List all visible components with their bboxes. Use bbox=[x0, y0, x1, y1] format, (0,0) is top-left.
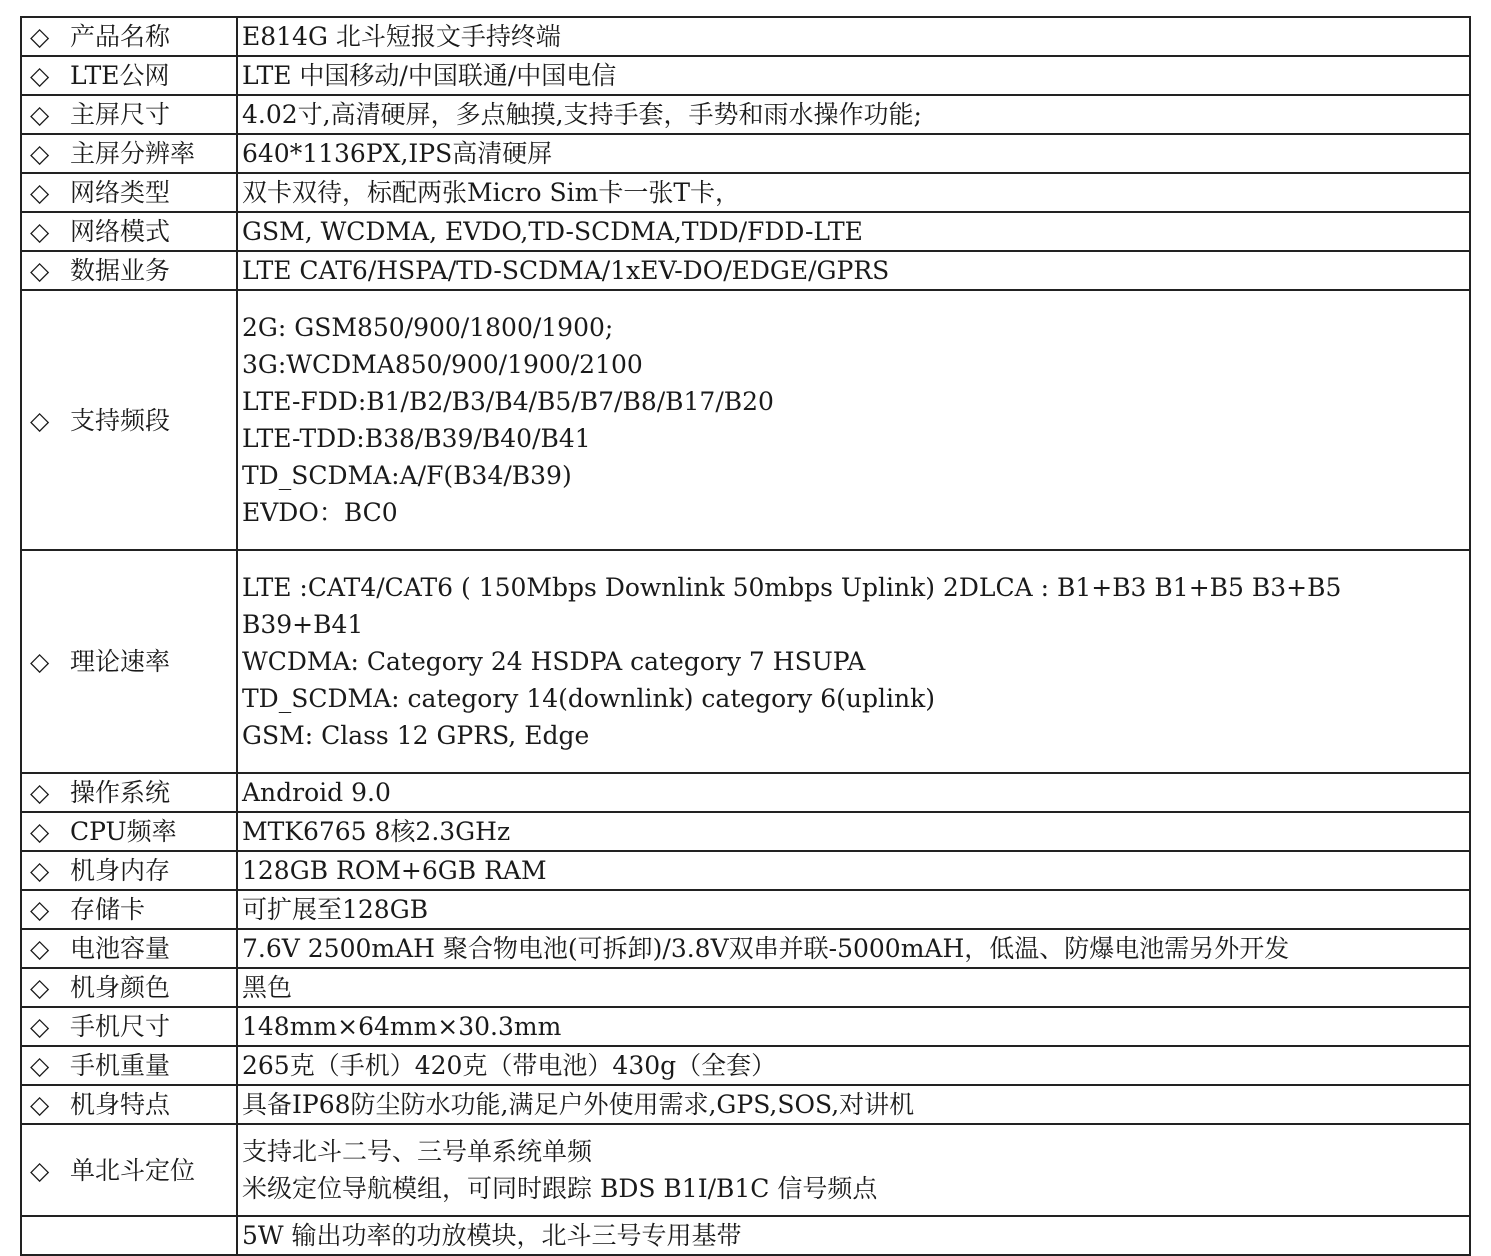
spec-table bbox=[20, 16, 1471, 1256]
diamond-bullet-icon: ◇ bbox=[30, 1051, 50, 1080]
spec-row bbox=[21, 173, 1470, 212]
spec-value-line: LTE-TDD:B38/B39/B40/B41 bbox=[242, 424, 591, 453]
spec-row bbox=[21, 1124, 1470, 1216]
spec-label-cell bbox=[21, 929, 237, 968]
spec-value-line: 黑色 bbox=[242, 973, 293, 1002]
spec-row bbox=[21, 968, 1470, 1007]
spec-label-cell bbox=[21, 968, 237, 1007]
spec-value-line: LTE-FDD:B1/B2/B3/B4/B5/B7/B8/B17/B20 bbox=[242, 387, 774, 416]
diamond-bullet-icon: ◇ bbox=[30, 178, 50, 207]
spec-value-line: 可扩展至128GB bbox=[242, 895, 429, 924]
spec-row bbox=[21, 212, 1470, 251]
spec-label-cell bbox=[21, 812, 237, 851]
spec-value-line: 640*1136PX,IPS高清硬屏 bbox=[242, 139, 553, 168]
spec-value-line: TD_SCDMA:A/F(B34/B39) bbox=[242, 461, 572, 490]
spec-row bbox=[21, 251, 1470, 290]
spec-row bbox=[21, 890, 1470, 929]
spec-label: 网络模式 bbox=[70, 217, 171, 246]
spec-label-cell bbox=[21, 17, 237, 56]
spec-value-cell bbox=[237, 1085, 1470, 1124]
spec-value-cell bbox=[237, 890, 1470, 929]
spec-value-cell bbox=[237, 17, 1470, 56]
spec-row bbox=[21, 773, 1470, 812]
spec-row bbox=[21, 17, 1470, 56]
diamond-bullet-icon: ◇ bbox=[30, 405, 50, 435]
spec-value-cell bbox=[237, 251, 1470, 290]
spec-value-line: 148mm×64mm×30.3mm bbox=[242, 1012, 562, 1041]
spec-value-cell bbox=[237, 1046, 1470, 1085]
spec-value-line: LTE 中国移动/中国联通/中国电信 bbox=[242, 61, 617, 90]
diamond-bullet-icon: ◇ bbox=[30, 61, 50, 90]
spec-label: 网络类型 bbox=[70, 178, 171, 207]
spec-row bbox=[21, 1085, 1470, 1124]
spec-label-cell bbox=[21, 890, 237, 929]
spec-value-line: 米级定位导航模组，可同时跟踪 BDS B1I/B1C 信号频点 bbox=[242, 1174, 878, 1203]
spec-label-cell bbox=[21, 1124, 237, 1216]
spec-row bbox=[21, 550, 1470, 773]
spec-value-cell bbox=[237, 134, 1470, 173]
spec-value-cell bbox=[237, 773, 1470, 812]
spec-label: 电池容量 bbox=[70, 934, 171, 963]
spec-value-line: 5W 输出功率的功放模块，北斗三号专用基带 bbox=[242, 1221, 742, 1250]
spec-label-cell bbox=[21, 1046, 237, 1085]
spec-label: 手机尺寸 bbox=[70, 1012, 171, 1041]
diamond-bullet-icon: ◇ bbox=[30, 817, 50, 846]
spec-value-line: TD_SCDMA: category 14(downlink) category 6(uplink) bbox=[242, 684, 936, 713]
diamond-bullet-icon: ◇ bbox=[30, 1090, 50, 1119]
spec-label-cell bbox=[21, 851, 237, 890]
diamond-bullet-icon: ◇ bbox=[30, 778, 50, 807]
spec-row bbox=[21, 134, 1470, 173]
spec-value-line: Android 9.0 bbox=[242, 778, 391, 807]
spec-row bbox=[21, 851, 1470, 890]
spec-value-cell bbox=[237, 1216, 1470, 1255]
spec-value-cell bbox=[237, 290, 1470, 550]
spec-label-cell bbox=[21, 251, 237, 290]
spec-label: 主屏分辨率 bbox=[70, 139, 196, 168]
spec-label: 产品名称 bbox=[70, 22, 171, 51]
spec-label-cell bbox=[21, 212, 237, 251]
spec-label: 机身内存 bbox=[70, 856, 171, 885]
spec-value-cell bbox=[237, 550, 1470, 773]
diamond-bullet-icon: ◇ bbox=[30, 100, 50, 129]
diamond-bullet-icon: ◇ bbox=[30, 934, 50, 963]
spec-label-cell bbox=[21, 290, 237, 550]
diamond-bullet-icon: ◇ bbox=[30, 217, 50, 246]
spec-value-cell bbox=[237, 212, 1470, 251]
spec-row bbox=[21, 1046, 1470, 1085]
spec-value-cell bbox=[237, 1007, 1470, 1046]
spec-value-line: 265克（手机）420克（带电池）430g（全套） bbox=[242, 1051, 777, 1080]
spec-value-line: 具备IP68防尘防水功能,满足户外使用需求,GPS,SOS,对讲机 bbox=[242, 1090, 915, 1119]
spec-value-line: GSM, WCDMA, EVDO,TD-SCDMA,TDD/FDD-LTE bbox=[242, 217, 863, 246]
spec-row bbox=[21, 929, 1470, 968]
spec-value-line: 4.02寸,高清硬屏，多点触摸,支持手套，手势和雨水操作功能; bbox=[242, 100, 922, 129]
spec-value-cell bbox=[237, 929, 1470, 968]
spec-label: 主屏尺寸 bbox=[70, 100, 171, 129]
spec-value-line: 双卡双待，标配两张Micro Sim卡一张T卡， bbox=[242, 178, 741, 207]
spec-row bbox=[21, 95, 1470, 134]
spec-value-cell bbox=[237, 56, 1470, 95]
spec-label-cell bbox=[21, 173, 237, 212]
diamond-bullet-icon: ◇ bbox=[30, 647, 50, 676]
spec-value-cell bbox=[237, 851, 1470, 890]
diamond-bullet-icon: ◇ bbox=[30, 1012, 50, 1041]
spec-value-cell bbox=[237, 812, 1470, 851]
spec-label: 单北斗定位 bbox=[70, 1155, 196, 1185]
spec-label-cell bbox=[21, 1007, 237, 1046]
spec-label: 理论速率 bbox=[70, 647, 171, 676]
spec-label-cell bbox=[21, 134, 237, 173]
spec-row bbox=[21, 290, 1470, 550]
spec-label: 手机重量 bbox=[70, 1051, 171, 1080]
spec-label-cell bbox=[21, 1216, 237, 1255]
spec-label: CPU频率 bbox=[70, 817, 177, 846]
diamond-bullet-icon: ◇ bbox=[30, 139, 50, 168]
spec-label: 数据业务 bbox=[70, 256, 171, 285]
spec-value-line: B39+B41 bbox=[242, 610, 364, 639]
spec-value-cell bbox=[237, 1124, 1470, 1216]
spec-value-line: 128GB ROM+6GB RAM bbox=[242, 856, 547, 885]
spec-value-line: 2G: GSM850/900/1800/1900; bbox=[242, 313, 614, 342]
spec-value-line: 支持北斗二号、三号单系统单频 bbox=[242, 1137, 593, 1166]
spec-label: 支持频段 bbox=[70, 405, 171, 435]
spec-value-line: EVDO：BC0 bbox=[242, 498, 398, 527]
spec-label: 存储卡 bbox=[70, 895, 146, 924]
spec-row bbox=[21, 56, 1470, 95]
diamond-bullet-icon: ◇ bbox=[30, 22, 50, 51]
spec-label-cell bbox=[21, 1085, 237, 1124]
spec-value-line: MTK6765 8核2.3GHz bbox=[242, 817, 511, 846]
spec-row bbox=[21, 812, 1470, 851]
spec-value-line: 7.6V 2500mAH 聚合物电池(可拆卸)/3.8V双串并联-5000mAH，低温、防爆电池需另外开发 bbox=[242, 934, 1290, 963]
spec-label: LTE公网 bbox=[70, 61, 170, 90]
spec-row bbox=[21, 1007, 1470, 1046]
diamond-bullet-icon: ◇ bbox=[30, 973, 50, 1002]
spec-label-cell bbox=[21, 773, 237, 812]
spec-value-line: GSM: Class 12 GPRS, Edge bbox=[242, 721, 590, 750]
spec-value-cell bbox=[237, 968, 1470, 1007]
diamond-bullet-icon: ◇ bbox=[30, 895, 50, 924]
diamond-bullet-icon: ◇ bbox=[30, 1155, 50, 1185]
spec-value-line: 3G:WCDMA850/900/1900/2100 bbox=[242, 350, 643, 379]
spec-value-line: LTE CAT6/HSPA/TD-SCDMA/1xEV-DO/EDGE/GPRS bbox=[242, 256, 890, 285]
spec-label-cell bbox=[21, 95, 237, 134]
spec-label: 操作系统 bbox=[70, 778, 171, 807]
spec-row bbox=[21, 1216, 1470, 1255]
spec-label: 机身特点 bbox=[70, 1090, 171, 1119]
spec-value-line: E814G 北斗短报文手持终端 bbox=[242, 22, 561, 51]
diamond-bullet-icon: ◇ bbox=[30, 856, 50, 885]
spec-value-line: LTE :CAT4/CAT6 ( 150Mbps Downlink 50mbps Uplink) 2DLCA : B1+B3 B1+B5 B3+B5 bbox=[242, 573, 1342, 602]
spec-value-cell bbox=[237, 173, 1470, 212]
spec-value-line: WCDMA: Category 24 HSDPA category 7 HSUPA bbox=[242, 647, 866, 676]
spec-label-cell bbox=[21, 56, 237, 95]
spec-label: 机身颜色 bbox=[70, 973, 171, 1002]
spec-value-cell bbox=[237, 95, 1470, 134]
spec-label-cell bbox=[21, 550, 237, 773]
diamond-bullet-icon: ◇ bbox=[30, 256, 50, 285]
